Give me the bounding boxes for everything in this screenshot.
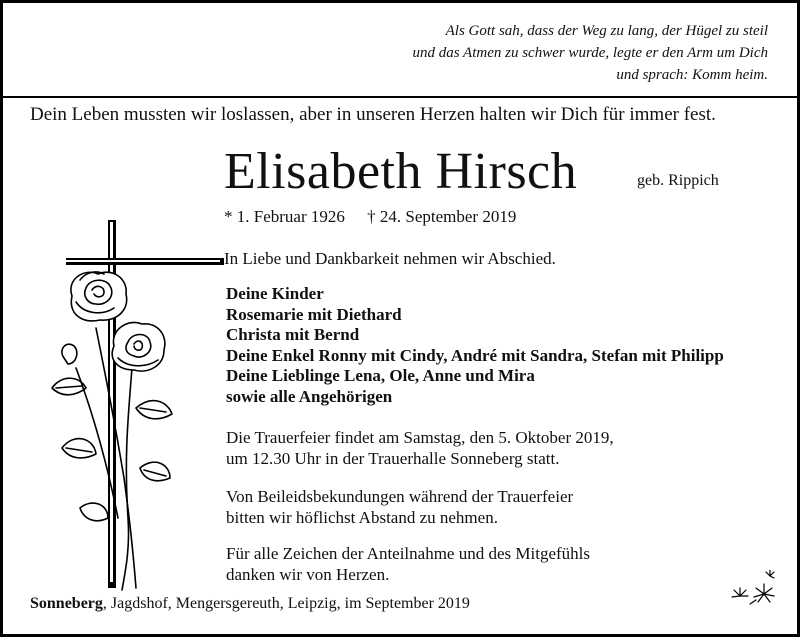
poem	[308, 20, 768, 86]
dandelion-signet-icon	[730, 570, 780, 610]
mourner-line: sowie alle Angehörigen	[226, 386, 393, 406]
funeral-line: Die Trauerfeier findet am Samstag, den 5. Oktober 2019,	[226, 428, 614, 447]
funeral-line: um 12.30 Uhr in der Trauerhalle Sonneberg statt.	[226, 448, 560, 468]
condolence-notice	[226, 487, 573, 528]
poem-line: und sprach: Komm heim.	[616, 67, 768, 83]
funeral-notice	[226, 428, 614, 469]
condolence-line: bitten wir höflichst Abstand zu nehmen.	[226, 507, 498, 527]
farewell-intro: In Liebe und Dankbarkeit nehmen wir Abschied.	[224, 249, 556, 268]
footer-rest: , Jagdshof, Mengersgereuth, Leipzig, im September 2019	[102, 595, 470, 612]
life-dates	[224, 207, 516, 227]
mourner-line: Rosemarie mit Diethard	[226, 304, 402, 324]
divider	[3, 96, 797, 98]
birth-date: * 1. Februar 1926	[224, 207, 345, 226]
cross-with-roses-icon	[36, 218, 226, 593]
thanks-line: Für alle Zeichen der Anteilnahme und des Mitgefühls	[226, 544, 590, 563]
poem-line: und das Atmen zu schwer wurde, legte er den Arm um Dich	[412, 45, 768, 61]
condolence-line: Von Beileidsbekundungen während der Trauerfeier	[226, 487, 574, 506]
mourner-line: Deine Lieblinge Lena, Ole, Anne und Mira	[226, 366, 535, 385]
mourner-line: Christa mit Bernd	[226, 325, 360, 344]
mourners-list	[226, 284, 724, 407]
thanks-line: danken wir von Herzen.	[226, 564, 390, 584]
footer-main-place: Sonneberg	[30, 595, 103, 612]
poem-line: Als Gott sah, dass der Weg zu lang, der Hügel zu steil	[445, 23, 768, 39]
thanks-notice	[226, 544, 590, 585]
mourner-line: Deine Enkel Ronny mit Cindy, André mit Sandra, Stefan mit Philipp	[226, 345, 724, 365]
mourner-line: Deine Kinder	[226, 284, 324, 303]
death-date: † 24. September 2019	[367, 207, 517, 226]
motto: Dein Leben mussten wir loslassen, aber in unseren Herzen halten wir Dich für immer fest.	[30, 104, 716, 125]
deceased-name: Elisabeth Hirsch	[224, 143, 578, 200]
footer-places	[30, 595, 470, 613]
birth-name: geb. Rippich	[637, 172, 719, 189]
